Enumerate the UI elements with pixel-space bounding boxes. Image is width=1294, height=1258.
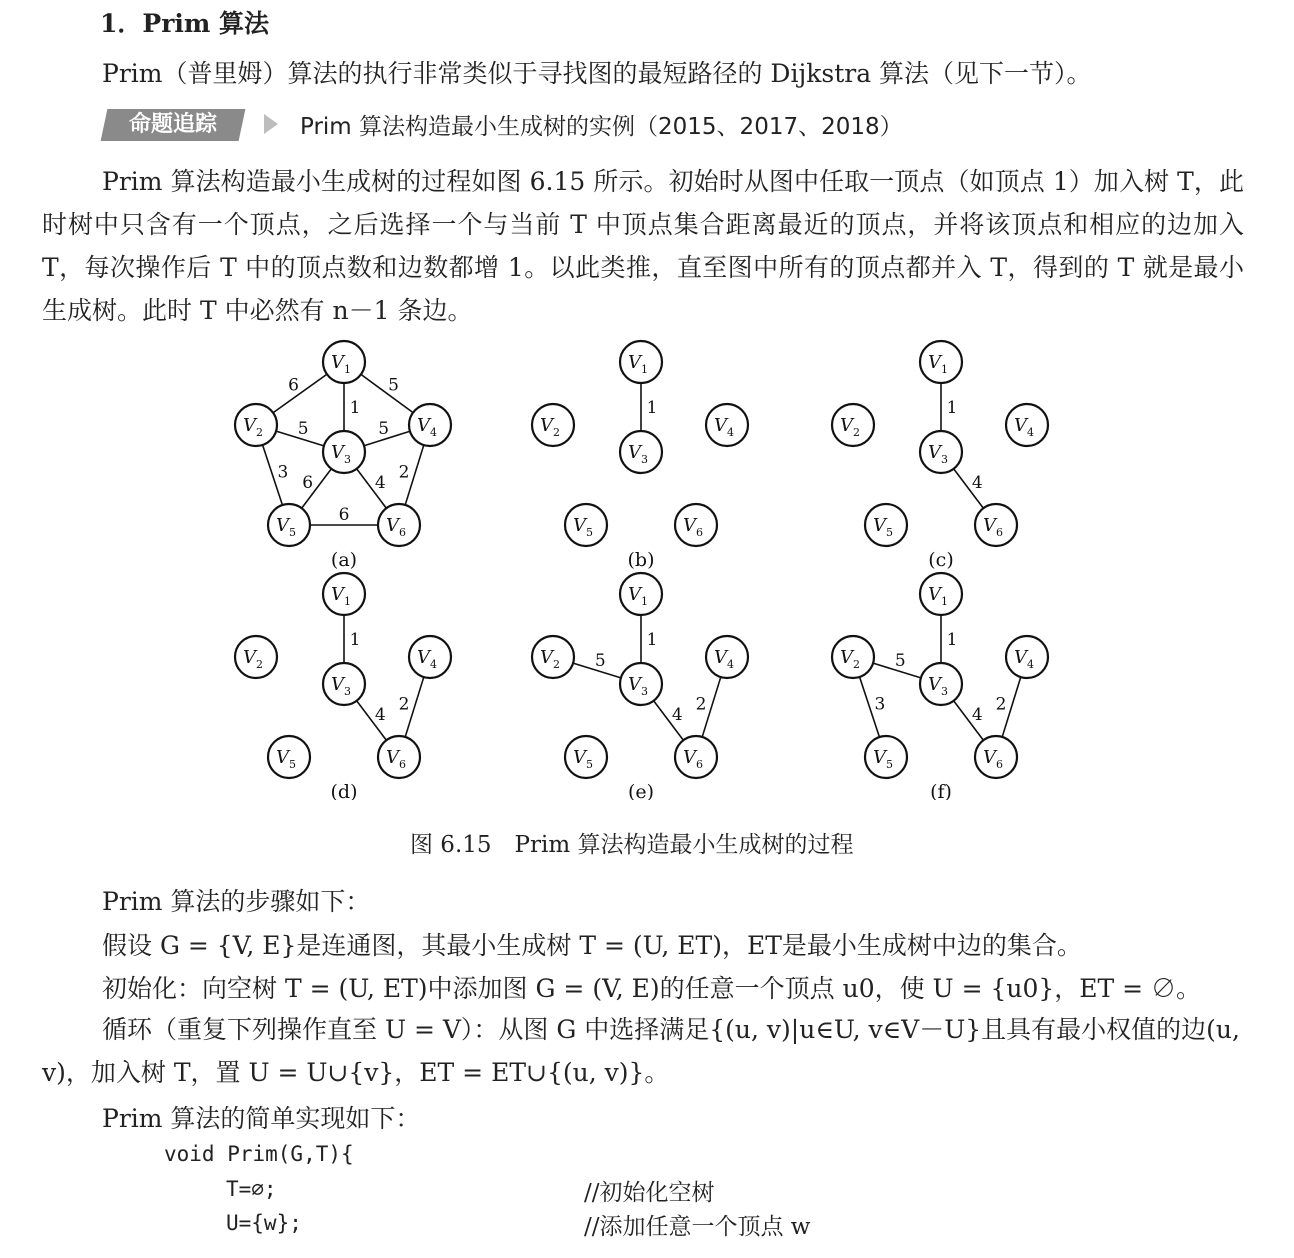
vertex-node xyxy=(323,663,365,705)
vertex-label: $V_1$ xyxy=(628,584,648,608)
vertex-label: $V_4$ xyxy=(417,647,437,671)
vertex-node xyxy=(532,404,574,446)
vertex-label: $V_1$ xyxy=(331,584,351,608)
step-init: 初始化：向空树 T = (U, ET)中添加图 G = (V, E)的任意一个顶点 u0，使 U = {u0}，ET = ∅。 xyxy=(102,974,1202,1003)
vertex-label: $V_2$ xyxy=(540,415,560,439)
figure-caption: 图 6.15 Prim 算法构造最小生成树的过程 xyxy=(410,832,854,858)
vertex-node xyxy=(235,636,277,678)
vertex-label: $V_5$ xyxy=(276,515,296,539)
vertex-node xyxy=(920,431,962,473)
vertex-node xyxy=(268,736,310,778)
vertex-label: $V_4$ xyxy=(417,415,437,439)
vertex-label: $V_5$ xyxy=(873,515,893,539)
edge-weight-label: 5 xyxy=(297,418,309,439)
graph-panel xyxy=(235,341,451,571)
vertex-node xyxy=(920,663,962,705)
panel-label: (f) xyxy=(930,781,952,800)
vertex-label: $V_6$ xyxy=(983,747,1003,771)
vertex-node xyxy=(975,736,1017,778)
vertex-node xyxy=(323,341,365,383)
vertex-node xyxy=(706,404,748,446)
vertex-node xyxy=(920,573,962,615)
edge-weight-label: 2 xyxy=(398,694,410,715)
vertex-node xyxy=(532,636,574,678)
vertex-node xyxy=(565,504,607,546)
vertex-node xyxy=(706,636,748,678)
graph-panel xyxy=(832,341,1048,571)
edge-weight-label: 2 xyxy=(695,694,707,715)
vertex-label: $V_3$ xyxy=(331,674,351,698)
graph-panel xyxy=(532,573,748,800)
vertex-node xyxy=(268,504,310,546)
vertex-label: $V_5$ xyxy=(573,747,593,771)
edge-weight-label: 6 xyxy=(288,375,300,396)
edge-weight-label: 4 xyxy=(971,472,983,493)
vertex-label: $V_6$ xyxy=(386,747,406,771)
vertex-node xyxy=(1006,636,1048,678)
vertex-node xyxy=(1006,404,1048,446)
edge-weight-label: 6 xyxy=(338,505,350,525)
graph-panel xyxy=(532,341,748,571)
vertex-node xyxy=(378,504,420,546)
edge-weight-label: 5 xyxy=(894,650,906,671)
vertex-node xyxy=(409,636,451,678)
vertex-label: $V_2$ xyxy=(840,647,860,671)
panel-label: (c) xyxy=(928,549,954,571)
vertex-label: $V_1$ xyxy=(928,584,948,608)
vertex-label: $V_5$ xyxy=(573,515,593,539)
vertex-node xyxy=(620,663,662,705)
edge-weight-label: 1 xyxy=(946,398,958,418)
code-line-1: void Prim(G,T){ xyxy=(164,1142,354,1166)
vertex-label: $V_1$ xyxy=(331,352,351,376)
graph-panel xyxy=(235,573,451,800)
vertex-label: $V_3$ xyxy=(628,442,648,466)
graph-edge xyxy=(361,374,413,412)
vertex-node xyxy=(620,573,662,615)
vertex-node xyxy=(675,736,717,778)
vertex-node xyxy=(865,736,907,778)
panel-label: (a) xyxy=(330,549,358,571)
edge-weight-label: 4 xyxy=(374,472,386,493)
edge-weight-label: 1 xyxy=(349,630,361,650)
code-comment-2: //初始化空树 xyxy=(584,1180,715,1206)
step-loop: 循环（重复下列操作直至 U = V）：从图 G 中选择满足{(u, v)|u∈U, v∈V－U}且具有最小权值的边(u, v)，加入树 T，置 U = U∪{v}，ET = ET∪{(u, v)}。 xyxy=(42,1015,1240,1087)
vertex-label: $V_1$ xyxy=(928,352,948,376)
topic-tag-text: Prim 算法构造最小生成树的实例（2015、2017、2018） xyxy=(300,114,903,140)
edge-weight-label: 1 xyxy=(646,630,658,650)
vertex-node xyxy=(832,404,874,446)
vertex-label: $V_6$ xyxy=(983,515,1003,539)
vertex-label: $V_2$ xyxy=(243,647,263,671)
vertex-node xyxy=(235,404,277,446)
panel-label: (b) xyxy=(627,549,655,571)
vertex-label: $V_3$ xyxy=(928,442,948,466)
vertex-node xyxy=(620,431,662,473)
vertex-label: $V_6$ xyxy=(386,515,406,539)
edge-weight-label: 1 xyxy=(646,398,658,418)
code-comment-3: //添加任意一个顶点 w xyxy=(584,1214,811,1240)
vertex-node xyxy=(620,341,662,383)
edge-weight-label: 5 xyxy=(388,375,399,396)
vertex-label: $V_2$ xyxy=(540,647,560,671)
steps-intro: Prim 算法的步骤如下： xyxy=(102,887,371,916)
topic-tag-label: 命题追踪 xyxy=(128,112,217,137)
vertex-label: $V_4$ xyxy=(1014,415,1034,439)
vertex-label: $V_2$ xyxy=(243,415,263,439)
vertex-label: $V_2$ xyxy=(840,415,860,439)
vertex-label: $V_1$ xyxy=(628,352,648,376)
edge-weight-label: 4 xyxy=(671,704,683,725)
vertex-node xyxy=(323,573,365,615)
vertex-label: $V_6$ xyxy=(683,747,703,771)
edge-weight-label: 2 xyxy=(398,462,410,483)
edge-weight-label: 5 xyxy=(594,650,606,671)
vertex-label: $V_4$ xyxy=(714,647,734,671)
edge-weight-label: 1 xyxy=(349,398,361,418)
vertex-node xyxy=(832,636,874,678)
vertex-label: $V_4$ xyxy=(1014,647,1034,671)
vertex-label: $V_6$ xyxy=(683,515,703,539)
edge-weight-label: 5 xyxy=(378,419,390,440)
vertex-label: $V_4$ xyxy=(714,415,734,439)
vertex-node xyxy=(565,736,607,778)
panel-label: (d) xyxy=(330,781,358,800)
vertex-label: $V_3$ xyxy=(331,442,351,466)
edge-weight-label: 1 xyxy=(946,630,958,650)
step-assume: 假设 G = {V, E}是连通图，其最小生成树 T = (U, ET)，ET是最小生成树中边的集合。 xyxy=(102,931,1082,960)
vertex-label: $V_3$ xyxy=(628,674,648,698)
section-heading: 1．Prim 算法 xyxy=(100,9,270,38)
edge-weight-label: 6 xyxy=(302,472,314,493)
vertex-node xyxy=(378,736,420,778)
edge-weight-label: 4 xyxy=(971,704,983,725)
vertex-label: $V_5$ xyxy=(276,747,296,771)
vertex-node xyxy=(975,504,1017,546)
vertex-node xyxy=(865,504,907,546)
edge-weight-label: 4 xyxy=(374,704,386,725)
intro-paragraph: Prim（普里姆）算法的执行非常类似于寻找图的最短路径的 Dijkstra 算法（见下一节）。 xyxy=(102,59,1092,88)
vertex-label: $V_5$ xyxy=(873,747,893,771)
paragraph-prim-process: Prim 算法构造最小生成树的过程如图 6.15 所示。初始时从图中任取一顶点（如顶点 1）加入树 T，此时树中只含有一个顶点，之后选择一个与当前 T 中顶点集合距离最近的顶点，并将该顶点和相应的边加入 T，每次操作后 T 中的顶点数和边数都增 1。以此类推，直至图中所有的顶点都并入 T，得到的 T 就是最小生成树。此时 T 中必然有 n－1 条边。 xyxy=(42,167,1244,325)
impl-intro: Prim 算法的简单实现如下： xyxy=(102,1104,421,1133)
vertex-node xyxy=(920,341,962,383)
code-line-3: U={w}; xyxy=(226,1211,302,1235)
graph-edge xyxy=(273,374,327,413)
vertex-node xyxy=(323,431,365,473)
graph-panel xyxy=(832,573,1048,800)
edge-weight-label: 3 xyxy=(277,462,289,483)
edge-weight-label: 3 xyxy=(874,694,886,715)
vertex-node xyxy=(675,504,717,546)
vertex-label: $V_3$ xyxy=(928,674,948,698)
vertex-node xyxy=(409,404,451,446)
edge-weight-label: 2 xyxy=(995,694,1007,715)
code-line-2: T=∅; xyxy=(226,1177,277,1201)
panel-label: (e) xyxy=(627,781,655,800)
